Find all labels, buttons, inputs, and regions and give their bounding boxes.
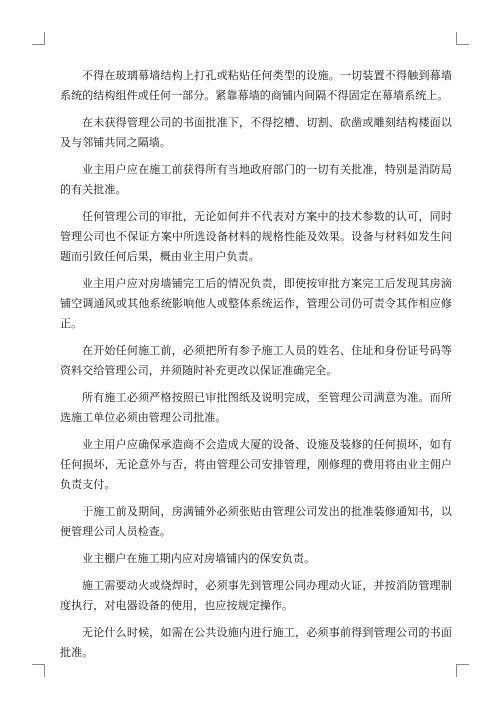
paragraph: 任何管理公司的审批，无论如何并不代表对方案中的技术参数的认可，同时管理公司也不保证方案中所选设备材料的规格性能及效果。设备与材料如发生问题而引致任何后果，概由业主用户负责。 [60, 210, 452, 263]
paragraph: 业主用户应在施工前获得所有当地政府部门的一切有关批准，特别是消防局的有关批准。 [60, 163, 452, 196]
paragraph: 所有施工必须严格按照已审批图纸及说明完成，至管理公司满意为准。而所选施工单位必须由管理公司批准。 [60, 391, 452, 424]
paragraph: 在未获得管理公司的书面批准下，不得挖槽、切割、砍凿或雕刻结构楼面以及与邻铺共同之隔墙。 [60, 116, 452, 149]
crop-mark-top-right [456, 32, 469, 45]
paragraph: 在开始任何施工前，必须把所有参予施工人员的姓名、住址和身份证号码等资料交给管理公司，并须随时补充更改以保证准确完全。 [60, 344, 452, 377]
crop-mark-top-left [32, 32, 45, 45]
crop-mark-bottom-right [456, 664, 469, 677]
paragraph: 无论什么时候，如需在公共设施内进行施工，必须事前得到管理公司的书面批准。 [60, 626, 452, 659]
paragraph: 业主用户应确保承造商不会造成大厦的设备、设施及装修的任何损坏，如有任何损坏，无论意外与否，将由管理公司安排管理，刚修理的费用将由业主佣户负责支付。 [60, 438, 452, 491]
paragraph: 不得在玻璃幕墙结构上打孔或粘贴任何类型的设施。一切装置不得触到幕墙系统的结构组件或任何一部分。紧靠幕墙的商铺内间隔不得固定在幕墙系统上。 [60, 69, 452, 102]
paragraph: 业主用户应对房墙铺完工后的情况负责，即使按审批方案完工后发现其房滴铺空调通风或其他系统影响他人或整体系统运作，管理公司仍可责令其作相应修正。 [60, 277, 452, 330]
paragraph: 于施工前及期间，房满铺外必须张贴由管理公司发出的批准装修通知书，以便管理公司人员检查。 [60, 505, 452, 538]
paragraph: 业主棚户在施工期内应对房墙铺内的保安负责。 [82, 552, 316, 565]
document-body [60, 66, 452, 670]
crop-mark-bottom-left [32, 664, 45, 677]
paragraph: 施工需要动火或烧焊时，必须事先到管理公同办理动火证，并按消防管理制度执行，对电器设备的使用，也应按规定操作。 [60, 579, 452, 612]
